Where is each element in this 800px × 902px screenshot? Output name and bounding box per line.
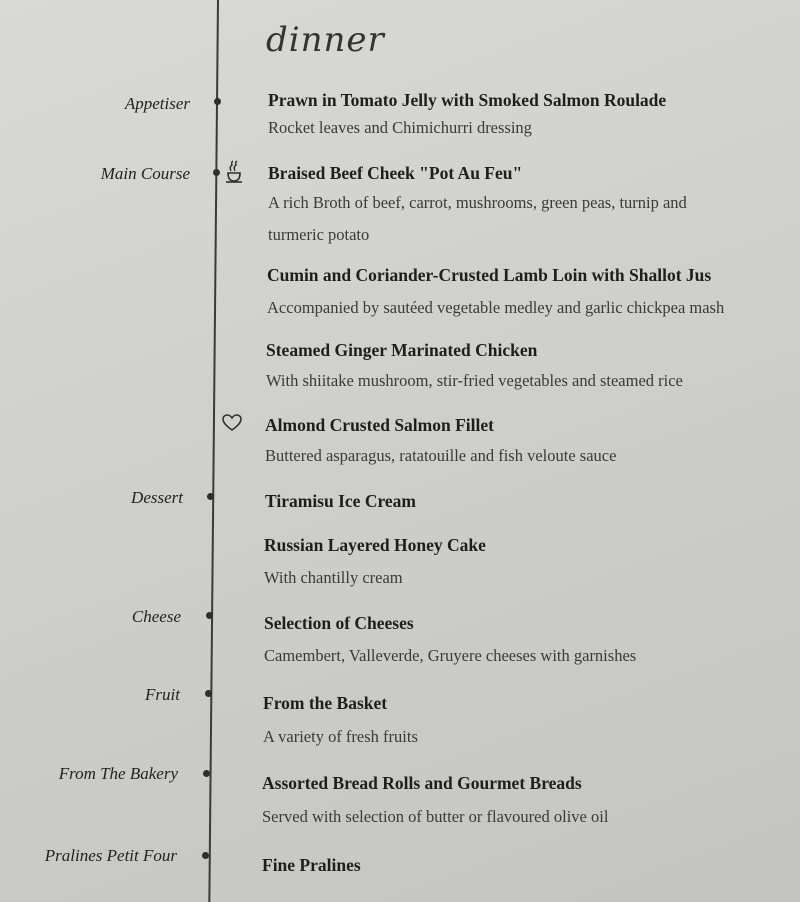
item-name: Braised Beef Cheek "Pot Au Feu" [268,163,523,183]
item-name: Russian Layered Honey Cake [264,535,486,555]
course-dot [207,493,214,500]
item-name: Cumin and Coriander-Crusted Lamb Loin with Shallot Jus [267,265,712,285]
course-label-cheese: Cheese [131,607,181,626]
menu-title: dinner [266,20,385,60]
chef-special-icon [222,159,246,185]
course-label-fruit: Fruit [145,685,180,704]
item-name: Almond Crusted Salmon Fillet [265,415,494,435]
item-name: Steamed Ginger Marinated Chicken [266,340,538,360]
item-name: Assorted Bread Rolls and Gourmet Breads [262,773,582,793]
item-description: turmeric potato [268,225,370,244]
course-label-main-course: Main Course [100,164,190,183]
item-name: Tiramisu Ice Cream [265,491,416,511]
course-dot [214,98,221,105]
item-description: With chantilly cream [264,568,403,587]
item-description: A rich Broth of beef, carrot, mushrooms, green peas, turnip and [268,193,687,212]
course-dot [205,690,212,697]
item-description: Accompanied by sautéed vegetable medley and garlic chickpea mash [267,298,725,317]
course-dot [213,169,220,176]
course-dot [202,852,209,859]
item-description: Buttered asparagus, ratatouille and fish veloute sauce [265,446,617,465]
course-label-from-the-bakery: From The Bakery [58,764,178,783]
course-dot [203,770,210,777]
item-name: Selection of Cheeses [264,613,414,633]
item-name: From the Basket [263,693,388,713]
item-description: A variety of fresh fruits [263,727,418,746]
course-label-pralines-petit-four: Pralines Petit Four [44,846,177,865]
course-label-appetiser: Appetiser [124,94,190,113]
item-name: Prawn in Tomato Jelly with Smoked Salmon Roulade [268,90,667,110]
item-description: Served with selection of butter or flavoured olive oil [262,807,609,826]
course-dot [206,612,213,619]
item-description: Camembert, Valleverde, Gruyere cheeses with garnishes [264,646,637,665]
item-description: Rocket leaves and Chimichurri dressing [268,118,532,137]
item-name: Fine Pralines [262,855,361,875]
heart-icon [222,414,242,432]
timeline-line [208,0,219,902]
item-description: With shiitake mushroom, stir-fried vegetables and steamed rice [266,371,683,390]
course-label-dessert: Dessert [131,488,183,507]
